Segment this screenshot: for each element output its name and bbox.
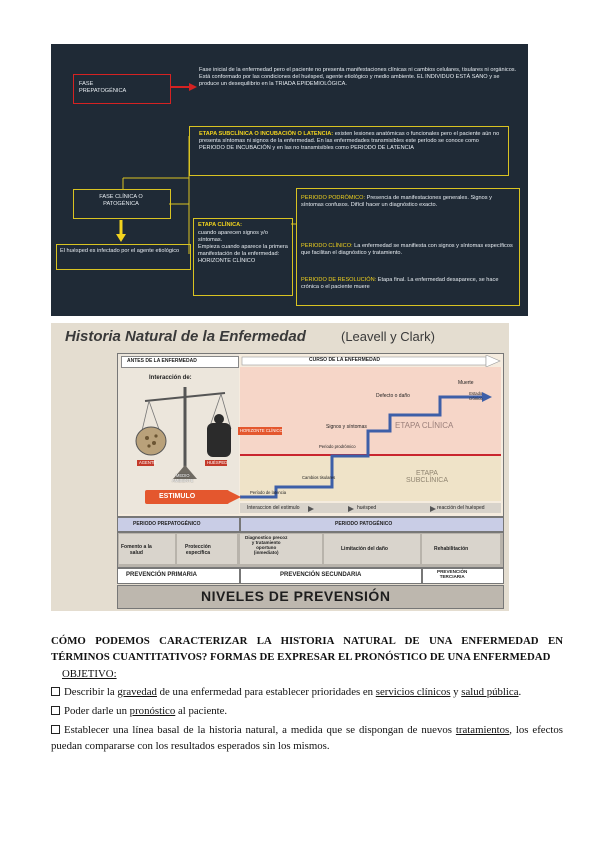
checkbox-icon — [51, 687, 60, 696]
prepathogenic-period-label: PERIODO PREPATOGÉNICO — [133, 521, 201, 527]
clinical-period-desc: La enfermedad se manifiesta con signos y síntomas específicos que facilitan el diagnóstico y tratamiento. — [301, 243, 513, 256]
resolution-period — [301, 277, 501, 291]
bullet-3-text-a: Establecer una línea basal de la historia natural, a medida que se dispongan de nuevos — [64, 724, 456, 736]
checkbox-icon — [51, 725, 60, 734]
link-pronostico[interactable]: pronóstico — [129, 705, 176, 717]
subclinical-stage-title: ETAPA SUBCLÍNICA O INCUBACIÓN O LATENCIA: — [199, 131, 334, 137]
rehabilitation-label: Rehabilitación — [434, 546, 469, 552]
prodromal-label: Periodo prodrómico — [319, 444, 356, 449]
quantitative-heading: CÓMO PODEMOS CARACTERIZAR LA HISTORIA NATURAL DE UNA ENFERMEDAD EN TÉRMINOS CUANTITATIVOS? FORMAS DE EXPRESAR EL PRONÓSTICO DE UNA ENFERMEDAD — [51, 635, 563, 663]
tissue-changes-label: Cambios tisulares — [302, 475, 336, 480]
clinical-period — [301, 243, 513, 257]
diagram-title: Historia Natural de la Enfermedad — [65, 328, 306, 345]
natural-history-diagram — [51, 323, 509, 611]
bullet-2-text-b: al paciente. — [175, 705, 228, 717]
clinical-stage-label: ETAPA CLÍNICA — [395, 421, 454, 430]
resolution-desc: Etapa final. La enfermedad desaparece, se hace crónica o el paciente muere — [301, 277, 499, 290]
secondary-prevention-label: PREVENCIÓN SECUNDARIA — [280, 572, 362, 578]
bullet-3 — [51, 722, 563, 754]
death-label: Muerte — [458, 380, 474, 386]
prodromal-period — [301, 195, 501, 209]
bullet-1-text-c: y — [450, 686, 462, 698]
tertiary-prevention-label: PREVENCIÓN TERCIARIA — [437, 569, 468, 579]
clinical-stage-title: ETAPA CLÍNICA: — [198, 222, 243, 228]
link-servicios-clinicos[interactable]: servicios clínicos — [375, 686, 451, 698]
host-infected-text: El huésped es infectado por el agente etiológico — [60, 248, 180, 254]
link-tratamientos[interactable]: tratamientos — [455, 724, 510, 736]
signs-label: Signos y síntomas — [326, 424, 367, 430]
prodromal-title: PERIODO PODRÓMICO: — [301, 195, 366, 201]
bullet-1-text-a: Describir la — [64, 686, 118, 698]
bullet-1 — [51, 684, 563, 700]
stimulus-interaction-label: Interaccion del estimulo — [247, 505, 300, 511]
primary-prevention-label: PREVENCIÓN PRIMARIA — [126, 572, 198, 578]
clinical-horizon-label: HORIZONTE CLÍNICO — [240, 428, 283, 433]
agent-label: AGENTE — [139, 460, 157, 465]
stimulus-arrow-icon — [227, 490, 241, 504]
diagram-subtitle: (Leavell y Clark) — [341, 329, 435, 344]
objective-text: OBJETIVO: — [62, 668, 117, 680]
host-small-label: huésped — [357, 505, 377, 511]
link-gravedad[interactable]: gravedad — [117, 686, 157, 698]
pathogenic-period-label: PERIODO PATOGÉNICO — [335, 521, 393, 527]
subclinical-stage-desc: existen lesiones anatómicas o funcionales pero el paciente aún no presenta síntomas ni signos de la enfermedad. En las enfermedades transmisibles este período se conoce como PERIODO DE INCUBACIÓN y en las no transmisibles como PERIODO DE LATENCIA — [199, 131, 500, 151]
bullet-1-text-d: . — [518, 686, 522, 698]
chronic-label: Estado crónico — [469, 391, 483, 401]
stimulus-label: ESTIMULO — [159, 493, 196, 500]
prepathogenic-phase-label: FASE PREPATOGÉNICA — [79, 81, 127, 94]
bullet-3-text-b: , los efectos puedan compararse con los resultados esperados sin los mismos. — [51, 724, 563, 752]
damage-limitation-label: Limitación del daño — [341, 546, 388, 552]
prevention-levels-label: NIVELES DE PREVENSIÓN — [201, 588, 391, 604]
resolution-title: PERIODO DE RESOLUCIÓN: — [301, 277, 377, 283]
clinical-stage-desc: cuando aparecen signos y/o síntomas. Empieza cuando aparece la primera manifestación de la enfermedad: HORIZONTE CLÍNICO — [198, 230, 288, 264]
latency-label: Período de latencia — [250, 490, 287, 495]
prodromal-desc: Presencia de manifestaciones generales. Signos y síntomas confusos. Difícil hacer un diagnóstico exacto. — [301, 195, 492, 208]
bullet-2-text-a: Poder darle un — [64, 705, 130, 717]
checkbox-icon — [51, 706, 60, 715]
early-diagnosis-label: Diagnostico precoz y tratamiento oportuno (inmediato) — [245, 535, 288, 555]
defect-label: Defecto o daño — [376, 393, 410, 399]
balance-scale-icon — [135, 383, 235, 483]
course-label: CURSO DE LA ENFERMEDAD — [309, 357, 380, 363]
prepathogenic-pathogenic-phase-slide — [51, 44, 528, 316]
interaction-arrows-icon — [240, 506, 502, 512]
yellow-down-arrow-icon — [115, 220, 127, 242]
host-reaction-label: reacción del huésped — [437, 505, 485, 511]
before-disease-label: ANTES DE LA ENFERMEDAD — [127, 358, 197, 364]
link-salud-publica[interactable]: salud pública — [461, 686, 519, 698]
subclinical-stage-label: ETAPA SUBCLÍNICA — [406, 470, 449, 484]
specific-protection-label: Protección específica — [185, 544, 211, 556]
objective-label — [62, 666, 117, 682]
bullet-2 — [51, 703, 563, 719]
clinical-period-title: PERIODO CLÍNICO: — [301, 243, 353, 249]
clinical-phase-label: FASE CLÍNICA O PATOGÉNICA — [99, 194, 143, 207]
bullet-1-text-b: de una enfermedad para establecer prioridades en — [156, 686, 376, 698]
prepathogenic-description: Fase inicial de la enfermedad pero el paciente no presenta manifestaciones clínicas ni cambios celulares, tisulares ni orgánicos. Está conformado por las condiciones del huésped, agente etiológico y medio ambiente. EL INDIVIDUO ESTÁ SANO y se produce un desequilibrio en la TRIADA EPIDEMIOLÓGICA. — [199, 67, 517, 87]
host-label: HUÉSPED — [207, 460, 228, 465]
environment-label: MEDIO AMBIENTE — [172, 473, 194, 483]
health-promotion-label: Fomento a la salud — [121, 544, 152, 556]
interaction-label: Interacción de: — [149, 375, 192, 381]
